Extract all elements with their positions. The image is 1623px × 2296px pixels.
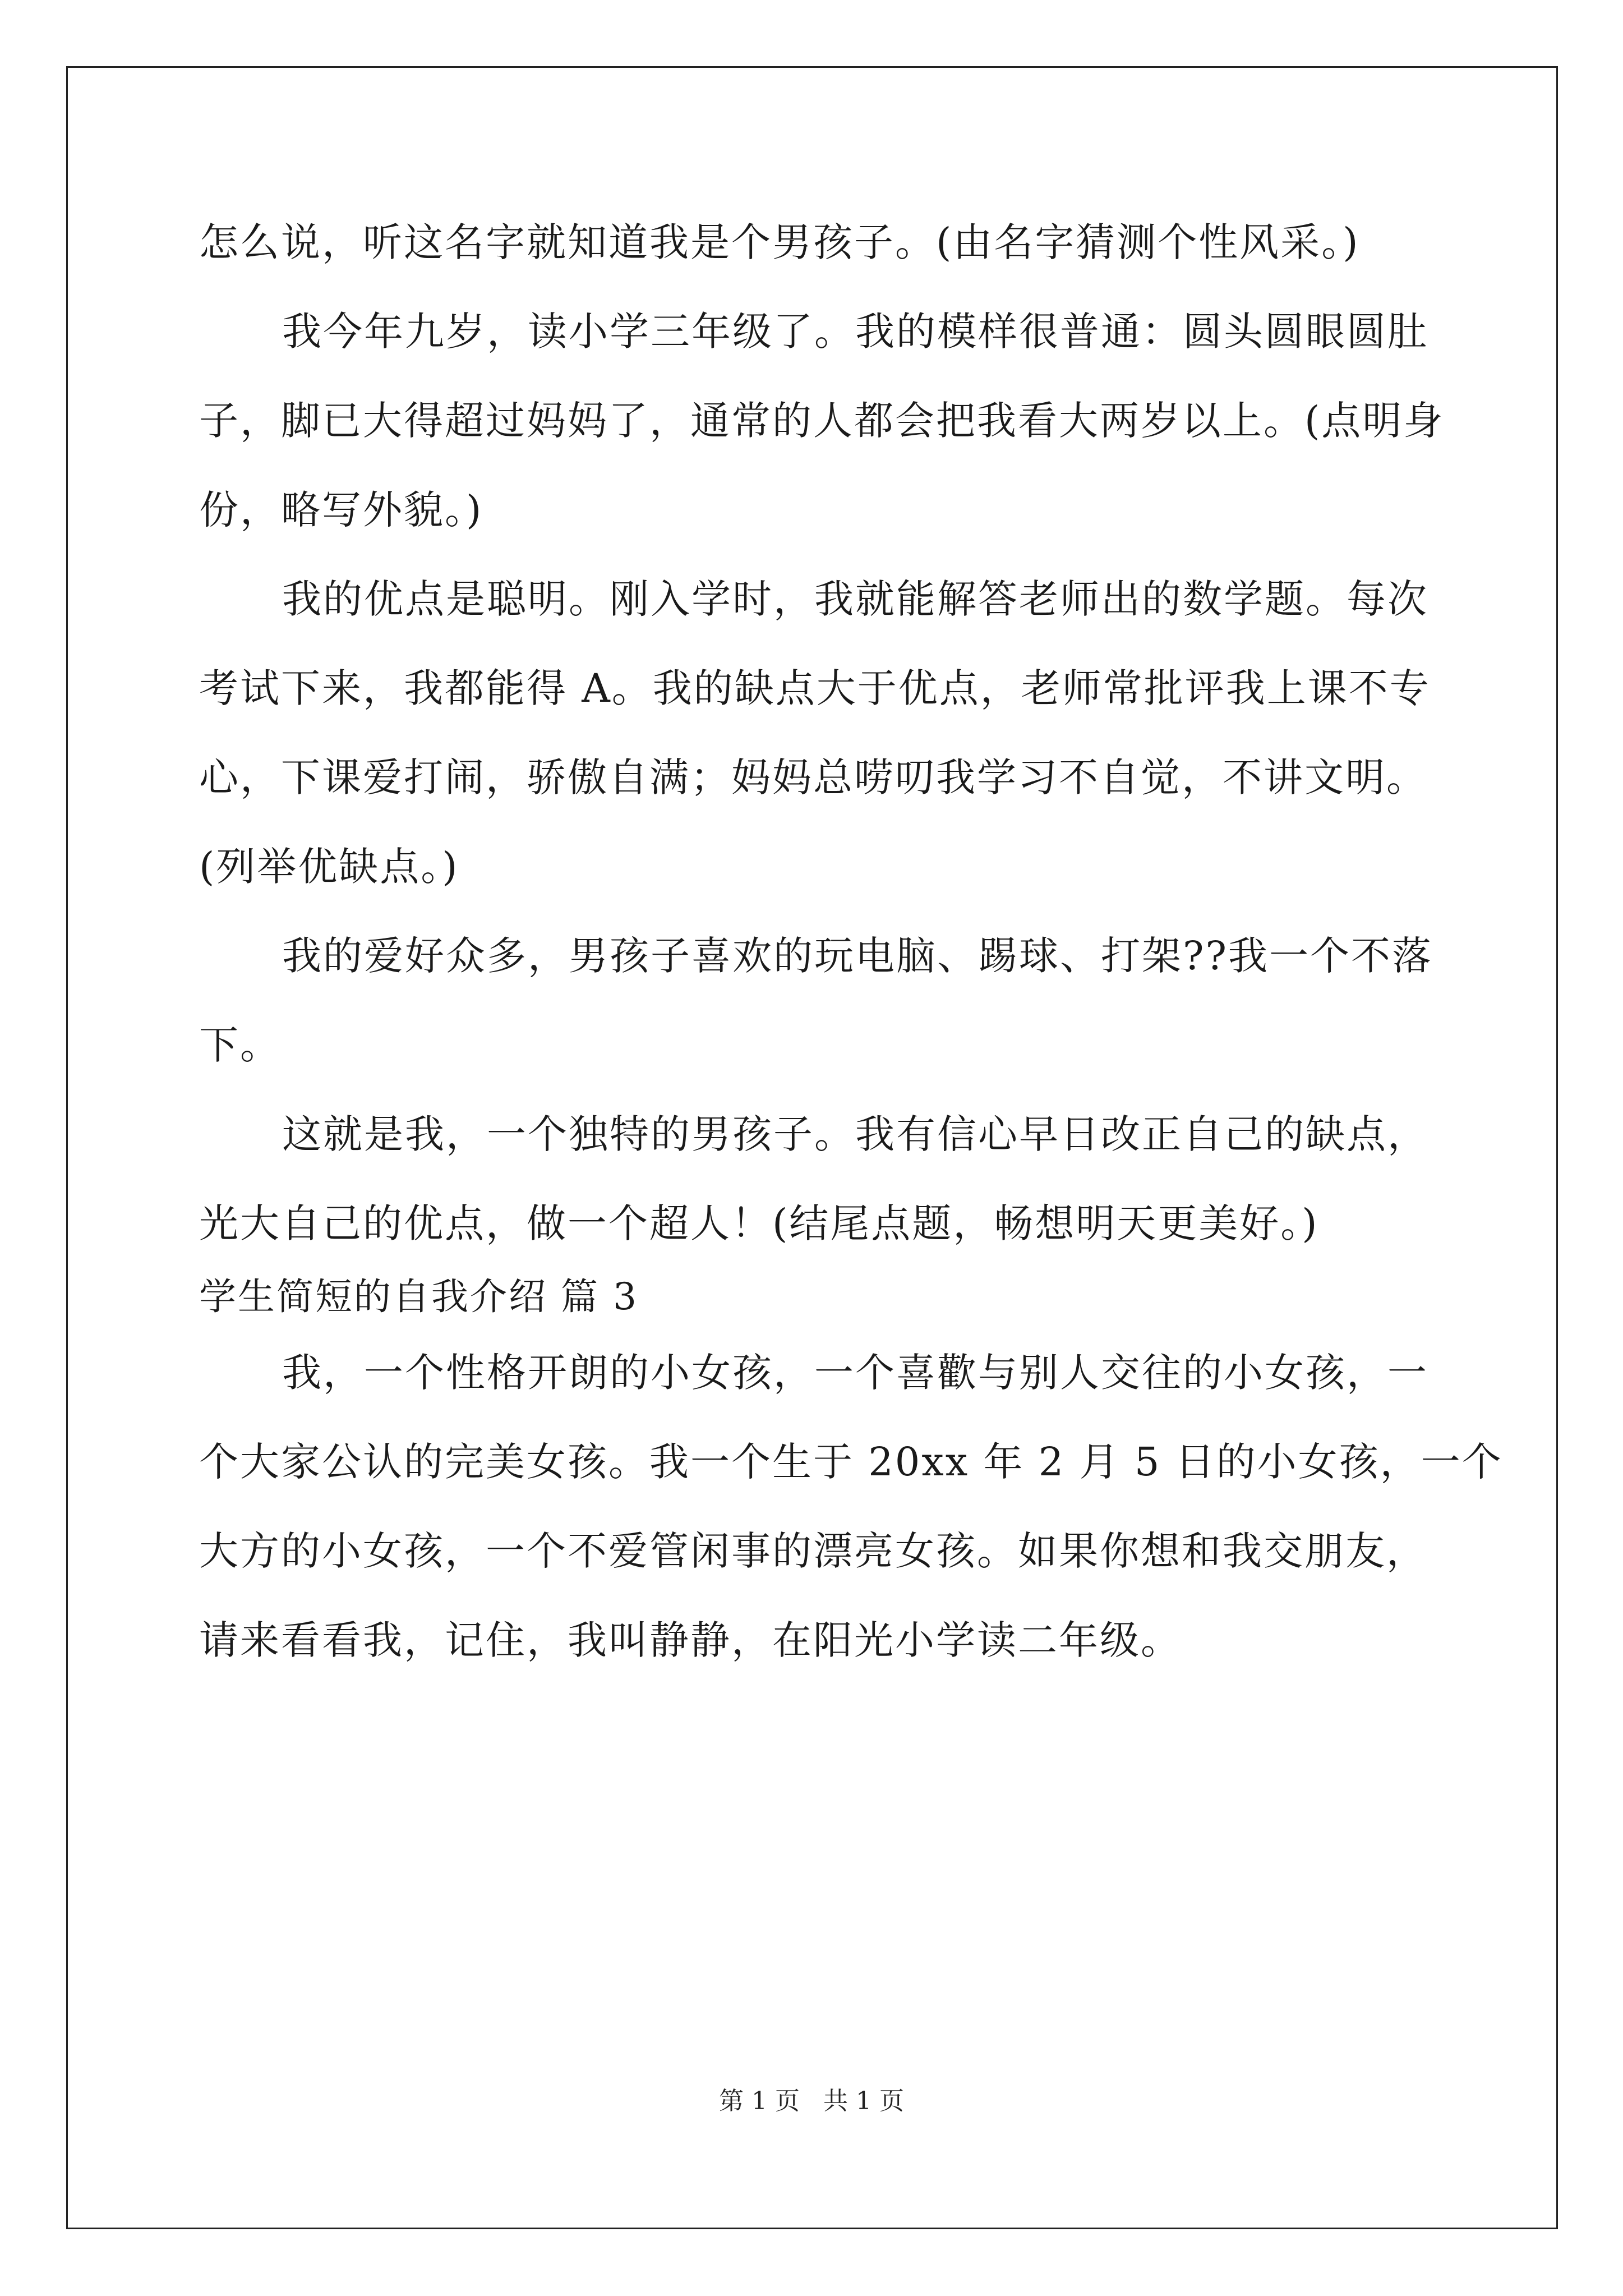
paragraph-line: 这就是我，一个独特的男孩子。我有信心早日改正自己的缺点， [282,1111,1428,1157]
paragraph-line: 份，略写外貌。) [199,487,483,533]
paragraph-line: 子，脚已大得超过妈妈了，通常的人都会把我看大两岁以上。(点明身 [199,398,1445,444]
paragraph-line: 下。 [199,1022,281,1068]
paragraph-line: 光大自己的优点，做一个超人！(结尾点题，畅想明天更美好。) [199,1200,1319,1246]
paragraph-line: 考试下来，我都能得 A。我的缺点大于优点，老师常批评我上课不专 [199,665,1431,711]
paragraph-line: (列举优缺点。) [199,844,459,890]
paragraph-line: 我的优点是聪明。刚入学时，我就能解答老师出的数学题。每次 [282,576,1428,622]
section-heading: 学生简短的自我介绍 篇 3 [199,1275,638,1318]
page-number-footer: 第 1 页 共 1 页 [719,2087,904,2115]
paragraph-line: 个大家公认的完美女孩。我一个生于 20xx 年 2 月 5 日的小女孩，一个 [199,1439,1503,1485]
paragraph-line: 我的爱好众多，男孩子喜欢的玩电脑、踢球、打架??我一个不落 [282,933,1433,979]
paragraph-line: 请来看看我，记住，我叫静静，在阳光小学读二年级。 [199,1617,1182,1663]
paragraph-line: 怎么说，听这名字就知道我是个男孩子。(由名字猜测个性风采。) [199,219,1360,265]
paragraph-line: 我今年九岁，读小学三年级了。我的模样很普通：圆头圆眼圆肚 [282,309,1428,355]
paragraph-line: 大方的小女孩，一个不爱管闲事的漂亮女孩。如果你想和我交朋友， [199,1528,1427,1574]
paragraph-line: 心，下课爱打闹，骄傲自满；妈妈总唠叨我学习不自觉，不讲文明。 [199,754,1427,800]
paragraph-line: 我，一个性格开朗的小女孩，一个喜歡与别人交往的小女孩，一 [282,1350,1428,1396]
